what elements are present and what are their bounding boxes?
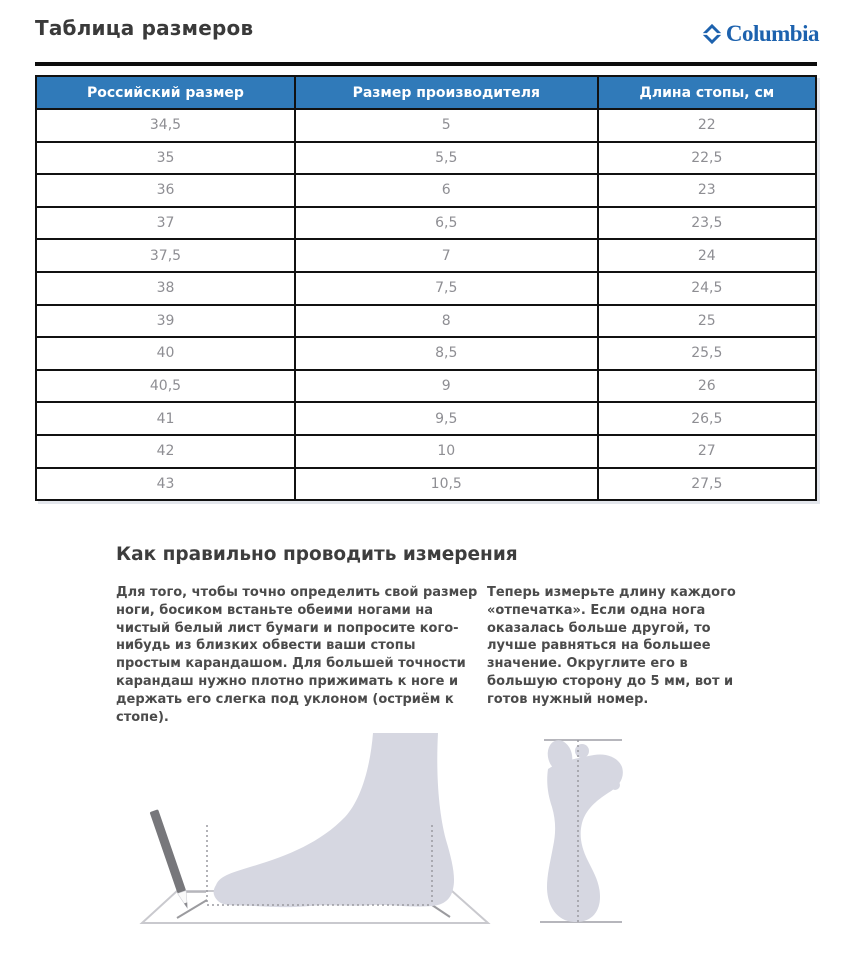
table-row (36, 468, 816, 501)
table-header-row (36, 76, 816, 109)
table-row (36, 174, 816, 207)
cell-russian-size: 37,5 (36, 239, 295, 272)
measurement-illustrations (120, 725, 680, 940)
table-row (36, 272, 816, 305)
page-title: Таблица размеров (35, 16, 254, 40)
cell-manufacturer-size: 8 (295, 305, 598, 338)
table-row (36, 109, 816, 142)
cell-foot-length: 26,5 (598, 402, 816, 435)
cell-foot-length: 27 (598, 435, 816, 468)
cell-manufacturer-size: 10 (295, 435, 598, 468)
cell-foot-length: 22,5 (598, 142, 816, 175)
cell-russian-size: 37 (36, 207, 295, 240)
cell-russian-size: 35 (36, 142, 295, 175)
footprint-measure-illustration (540, 738, 623, 922)
cell-manufacturer-size: 8,5 (295, 337, 598, 370)
cell-manufacturer-size: 10,5 (295, 468, 598, 501)
table-row (36, 402, 816, 435)
cell-russian-size: 38 (36, 272, 295, 305)
cell-manufacturer-size: 7,5 (295, 272, 598, 305)
cell-foot-length: 25,5 (598, 337, 816, 370)
footprint-toe (602, 767, 613, 778)
cell-russian-size: 36 (36, 174, 295, 207)
table-row (36, 239, 816, 272)
cell-manufacturer-size: 6 (295, 174, 598, 207)
footprint-toe (575, 744, 589, 758)
footprint-toe (610, 780, 620, 790)
table-row (36, 370, 816, 403)
cell-russian-size: 40,5 (36, 370, 295, 403)
table-row (36, 435, 816, 468)
header-manufacturer-size: Размер производителя (295, 76, 598, 109)
cell-manufacturer-size: 9,5 (295, 402, 598, 435)
table-row (36, 337, 816, 370)
cell-russian-size: 34,5 (36, 109, 295, 142)
table-row (36, 142, 816, 175)
cell-foot-length: 22 (598, 109, 816, 142)
cell-russian-size: 41 (36, 402, 295, 435)
header-russian-size: Российский размер (36, 76, 295, 109)
columbia-diamond-icon (701, 23, 723, 45)
cell-russian-size: 39 (36, 305, 295, 338)
measure-guide-paragraph-left: Для того, чтобы точно определить свой размер ноги, босиком встаньте обеими ногами на чистый белый лист бумаги и попросите кого-нибудь из близких обвести ваши стопы простым карандашом. Для большей точности карандаш нужно плотно прижимать к ноге и держать его слегка под уклоном (остриём к стопе). (116, 585, 478, 725)
cell-russian-size: 40 (36, 337, 295, 370)
cell-foot-length: 27,5 (598, 468, 816, 501)
columbia-logo (701, 21, 819, 47)
footprint-toe (591, 756, 603, 768)
cell-foot-length: 24,5 (598, 272, 816, 305)
cell-manufacturer-size: 5,5 (295, 142, 598, 175)
table-row (36, 207, 816, 240)
divider-rule (35, 62, 817, 66)
footprint-sole (547, 755, 623, 923)
cell-manufacturer-size: 9 (295, 370, 598, 403)
foot-side-measure-illustration (142, 733, 488, 923)
cell-manufacturer-size: 5 (295, 109, 598, 142)
cell-manufacturer-size: 7 (295, 239, 598, 272)
cell-foot-length: 23,5 (598, 207, 816, 240)
size-table (35, 75, 817, 501)
cell-foot-length: 26 (598, 370, 816, 403)
cell-foot-length: 25 (598, 305, 816, 338)
pencil-icon (150, 809, 192, 909)
cell-foot-length: 23 (598, 174, 816, 207)
foot-side-silhouette (214, 733, 454, 907)
cell-manufacturer-size: 6,5 (295, 207, 598, 240)
header-foot-length: Длина стопы, см (598, 76, 816, 109)
measure-guide-paragraph-right: Теперь измерьте длину каждого «отпечатка». Если одна нога оказалась больше другой, то лучше равняться на большее значение. Округлите его в большую сторону до 5 мм, вот и готов нужный номер. (487, 585, 736, 707)
cell-foot-length: 24 (598, 239, 816, 272)
brand-wordmark: Columbia (725, 21, 819, 46)
table-row (36, 305, 816, 338)
cell-russian-size: 42 (36, 435, 295, 468)
cell-russian-size: 43 (36, 468, 295, 501)
measure-guide-heading: Как правильно проводить измерения (116, 544, 518, 565)
